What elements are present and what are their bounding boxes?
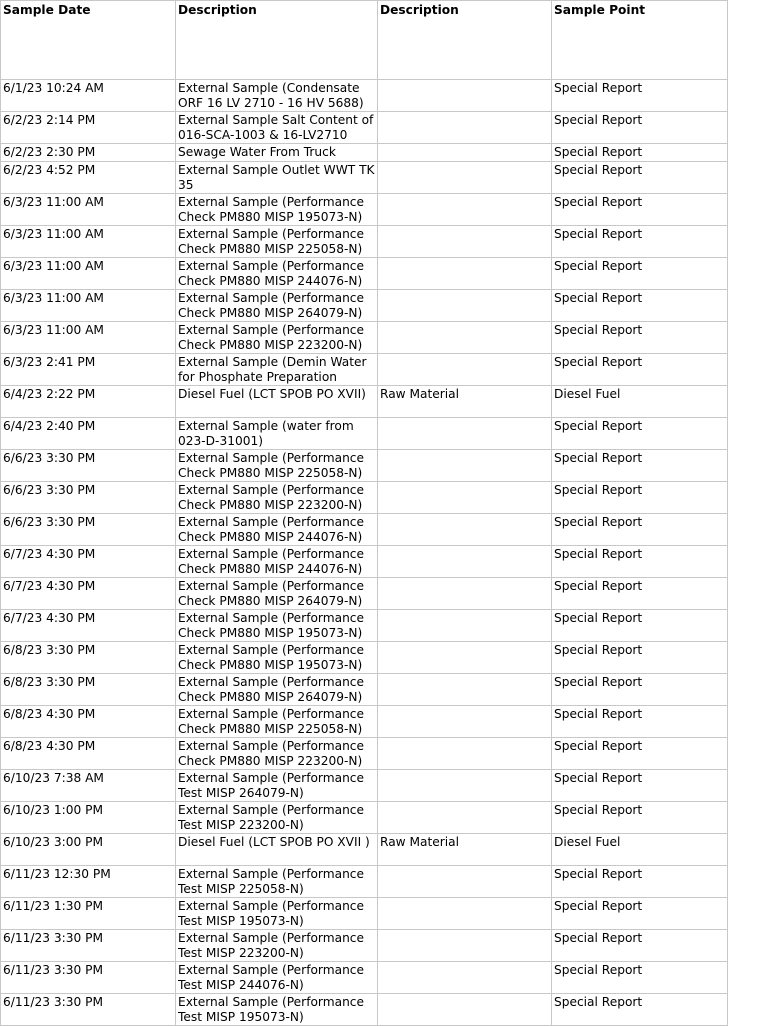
cell-description: Diesel Fuel (LCT SPOB PO XVII )	[176, 834, 378, 866]
cell-sample-point: Special Report	[552, 674, 728, 706]
table-row	[1, 898, 728, 930]
header-sample-point: Sample Point	[552, 1, 728, 80]
cell-description-2	[378, 642, 552, 674]
cell-sample-point: Special Report	[552, 322, 728, 354]
cell-description: External Sample (Performance Test MISP 264079-N)	[176, 770, 378, 802]
table-row	[1, 770, 728, 802]
table-row	[1, 706, 728, 738]
cell-description-2	[378, 258, 552, 290]
table-row	[1, 674, 728, 706]
cell-description-2: Raw Material	[378, 834, 552, 866]
cell-sample-date: 6/11/23 1:30 PM	[1, 898, 176, 930]
cell-description: External Sample (Performance Check PM880 MISP 225058-N)	[176, 450, 378, 482]
cell-description: External Sample (Performance Check PM880 MISP 264079-N)	[176, 578, 378, 610]
table-row	[1, 418, 728, 450]
cell-sample-point: Special Report	[552, 290, 728, 322]
table-row	[1, 322, 728, 354]
cell-description-2	[378, 706, 552, 738]
cell-sample-point: Special Report	[552, 770, 728, 802]
cell-description: External Sample (Performance Check PM880 MISP 223200-N)	[176, 482, 378, 514]
cell-sample-point: Special Report	[552, 546, 728, 578]
cell-description-2	[378, 162, 552, 194]
cell-sample-date: 6/3/23 11:00 AM	[1, 194, 176, 226]
cell-sample-date: 6/6/23 3:30 PM	[1, 514, 176, 546]
cell-sample-date: 6/8/23 3:30 PM	[1, 642, 176, 674]
cell-sample-date: 6/8/23 4:30 PM	[1, 706, 176, 738]
cell-sample-point: Special Report	[552, 994, 728, 1026]
cell-sample-date: 6/3/23 11:00 AM	[1, 290, 176, 322]
cell-description: External Sample (Performance Check PM880 MISP 195073-N)	[176, 610, 378, 642]
table-row	[1, 610, 728, 642]
table-row	[1, 144, 728, 162]
cell-sample-point: Special Report	[552, 610, 728, 642]
header-row	[1, 1, 728, 80]
cell-description-2	[378, 290, 552, 322]
table-row	[1, 514, 728, 546]
cell-sample-date: 6/8/23 3:30 PM	[1, 674, 176, 706]
table-row	[1, 162, 728, 194]
table-row	[1, 578, 728, 610]
table-row	[1, 112, 728, 144]
cell-sample-date: 6/3/23 11:00 AM	[1, 226, 176, 258]
cell-sample-point: Special Report	[552, 802, 728, 834]
cell-description-2	[378, 226, 552, 258]
table-row	[1, 866, 728, 898]
cell-sample-point: Special Report	[552, 866, 728, 898]
cell-sample-point: Special Report	[552, 898, 728, 930]
table-row	[1, 738, 728, 770]
cell-description-2	[378, 112, 552, 144]
cell-description-2	[378, 322, 552, 354]
cell-sample-date: 6/6/23 3:30 PM	[1, 482, 176, 514]
table-row	[1, 546, 728, 578]
cell-description: External Sample (Demin Water for Phosphate Preparation	[176, 354, 378, 386]
cell-sample-point: Special Report	[552, 706, 728, 738]
table-row	[1, 290, 728, 322]
cell-description-2	[378, 418, 552, 450]
cell-sample-point: Special Report	[552, 80, 728, 112]
cell-sample-date: 6/3/23 11:00 AM	[1, 258, 176, 290]
cell-description: External Sample (Performance Check PM880 MISP 244076-N)	[176, 546, 378, 578]
cell-sample-date: 6/11/23 3:30 PM	[1, 994, 176, 1026]
cell-sample-date: 6/3/23 11:00 AM	[1, 322, 176, 354]
cell-sample-point: Special Report	[552, 162, 728, 194]
table-row	[1, 642, 728, 674]
cell-description: External Sample (Performance Check PM880 MISP 264079-N)	[176, 290, 378, 322]
header-description: Description	[176, 1, 378, 80]
cell-description: External Sample (Performance Check PM880 MISP 244076-N)	[176, 258, 378, 290]
cell-description-2	[378, 80, 552, 112]
table-row	[1, 386, 728, 418]
cell-sample-point: Special Report	[552, 144, 728, 162]
cell-description-2	[378, 866, 552, 898]
cell-sample-date: 6/2/23 4:52 PM	[1, 162, 176, 194]
cell-description-2	[378, 354, 552, 386]
cell-sample-point: Special Report	[552, 930, 728, 962]
table-row	[1, 258, 728, 290]
cell-description-2	[378, 144, 552, 162]
cell-description-2	[378, 194, 552, 226]
cell-description-2	[378, 898, 552, 930]
cell-sample-date: 6/10/23 3:00 PM	[1, 834, 176, 866]
cell-description: External Sample Outlet WWT TK 35	[176, 162, 378, 194]
cell-sample-point: Special Report	[552, 194, 728, 226]
cell-description: External Sample (Performance Test MISP 244076-N)	[176, 962, 378, 994]
cell-sample-date: 6/1/23 10:24 AM	[1, 80, 176, 112]
cell-description-2	[378, 962, 552, 994]
cell-sample-point: Special Report	[552, 258, 728, 290]
cell-description: External Sample (Performance Check PM880 MISP 225058-N)	[176, 226, 378, 258]
cell-sample-date: 6/4/23 2:22 PM	[1, 386, 176, 418]
cell-sample-date: 6/2/23 2:30 PM	[1, 144, 176, 162]
table-header	[1, 1, 728, 80]
table-row	[1, 482, 728, 514]
cell-sample-date: 6/8/23 4:30 PM	[1, 738, 176, 770]
cell-description-2	[378, 578, 552, 610]
cell-description-2	[378, 610, 552, 642]
cell-sample-point: Special Report	[552, 962, 728, 994]
cell-sample-date: 6/6/23 3:30 PM	[1, 450, 176, 482]
cell-description: External Sample (Performance Check PM880 MISP 244076-N)	[176, 514, 378, 546]
table-row	[1, 80, 728, 112]
cell-description: Diesel Fuel (LCT SPOB PO XVII)	[176, 386, 378, 418]
cell-description-2: Raw Material	[378, 386, 552, 418]
cell-description-2	[378, 514, 552, 546]
cell-description-2	[378, 994, 552, 1026]
table-row	[1, 802, 728, 834]
cell-description-2	[378, 546, 552, 578]
cell-sample-point: Special Report	[552, 514, 728, 546]
cell-sample-point: Special Report	[552, 112, 728, 144]
table-row	[1, 834, 728, 866]
cell-sample-point: Special Report	[552, 578, 728, 610]
table-row	[1, 930, 728, 962]
cell-sample-date: 6/7/23 4:30 PM	[1, 610, 176, 642]
header-sample-date: Sample Date	[1, 1, 176, 80]
cell-sample-point: Diesel Fuel	[552, 834, 728, 866]
cell-description: External Sample (Performance Check PM880 MISP 195073-N)	[176, 642, 378, 674]
cell-sample-date: 6/2/23 2:14 PM	[1, 112, 176, 144]
cell-description: External Sample (Performance Check PM880 MISP 195073-N)	[176, 194, 378, 226]
cell-sample-point: Special Report	[552, 450, 728, 482]
cell-description-2	[378, 674, 552, 706]
cell-sample-point: Special Report	[552, 418, 728, 450]
header-description-2: Description	[378, 1, 552, 80]
cell-description-2	[378, 802, 552, 834]
cell-sample-point: Special Report	[552, 226, 728, 258]
cell-sample-date: 6/11/23 12:30 PM	[1, 866, 176, 898]
cell-sample-point: Special Report	[552, 738, 728, 770]
cell-description-2	[378, 770, 552, 802]
cell-description: External Sample (Performance Check PM880 MISP 225058-N)	[176, 706, 378, 738]
cell-description: External Sample (Condensate ORF 16 LV 2710 - 16 HV 5688)	[176, 80, 378, 112]
cell-description: External Sample (water from 023-D-31001)	[176, 418, 378, 450]
cell-sample-date: 6/11/23 3:30 PM	[1, 930, 176, 962]
cell-description-2	[378, 482, 552, 514]
cell-sample-point: Special Report	[552, 354, 728, 386]
cell-sample-date: 6/7/23 4:30 PM	[1, 546, 176, 578]
cell-description: External Sample (Performance Check PM880 MISP 223200-N)	[176, 738, 378, 770]
cell-description: External Sample (Performance Check PM880 MISP 264079-N)	[176, 674, 378, 706]
table-row	[1, 994, 728, 1026]
table-row	[1, 354, 728, 386]
table-row	[1, 194, 728, 226]
table-row	[1, 962, 728, 994]
cell-description: External Sample (Performance Test MISP 223200-N)	[176, 930, 378, 962]
table-row	[1, 226, 728, 258]
cell-description: External Sample (Performance Test MISP 223200-N)	[176, 802, 378, 834]
cell-description: External Sample (Performance Check PM880 MISP 223200-N)	[176, 322, 378, 354]
cell-sample-date: 6/11/23 3:30 PM	[1, 962, 176, 994]
cell-description-2	[378, 738, 552, 770]
cell-description-2	[378, 930, 552, 962]
cell-description: External Sample (Performance Test MISP 195073-N)	[176, 898, 378, 930]
cell-description: External Sample (Performance Test MISP 225058-N)	[176, 866, 378, 898]
cell-sample-date: 6/10/23 7:38 AM	[1, 770, 176, 802]
cell-sample-date: 6/7/23 4:30 PM	[1, 578, 176, 610]
cell-description: External Sample (Performance Test MISP 195073-N)	[176, 994, 378, 1026]
table-row	[1, 450, 728, 482]
cell-sample-date: 6/4/23 2:40 PM	[1, 418, 176, 450]
cell-sample-date: 6/10/23 1:00 PM	[1, 802, 176, 834]
cell-sample-point: Diesel Fuel	[552, 386, 728, 418]
cell-sample-point: Special Report	[552, 482, 728, 514]
cell-sample-date: 6/3/23 2:41 PM	[1, 354, 176, 386]
cell-description: Sewage Water From Truck	[176, 144, 378, 162]
cell-description: External Sample Salt Content of 016-SCA-1003 & 16-LV2710	[176, 112, 378, 144]
cell-sample-point: Special Report	[552, 642, 728, 674]
table-body	[1, 80, 728, 1026]
cell-description-2	[378, 450, 552, 482]
